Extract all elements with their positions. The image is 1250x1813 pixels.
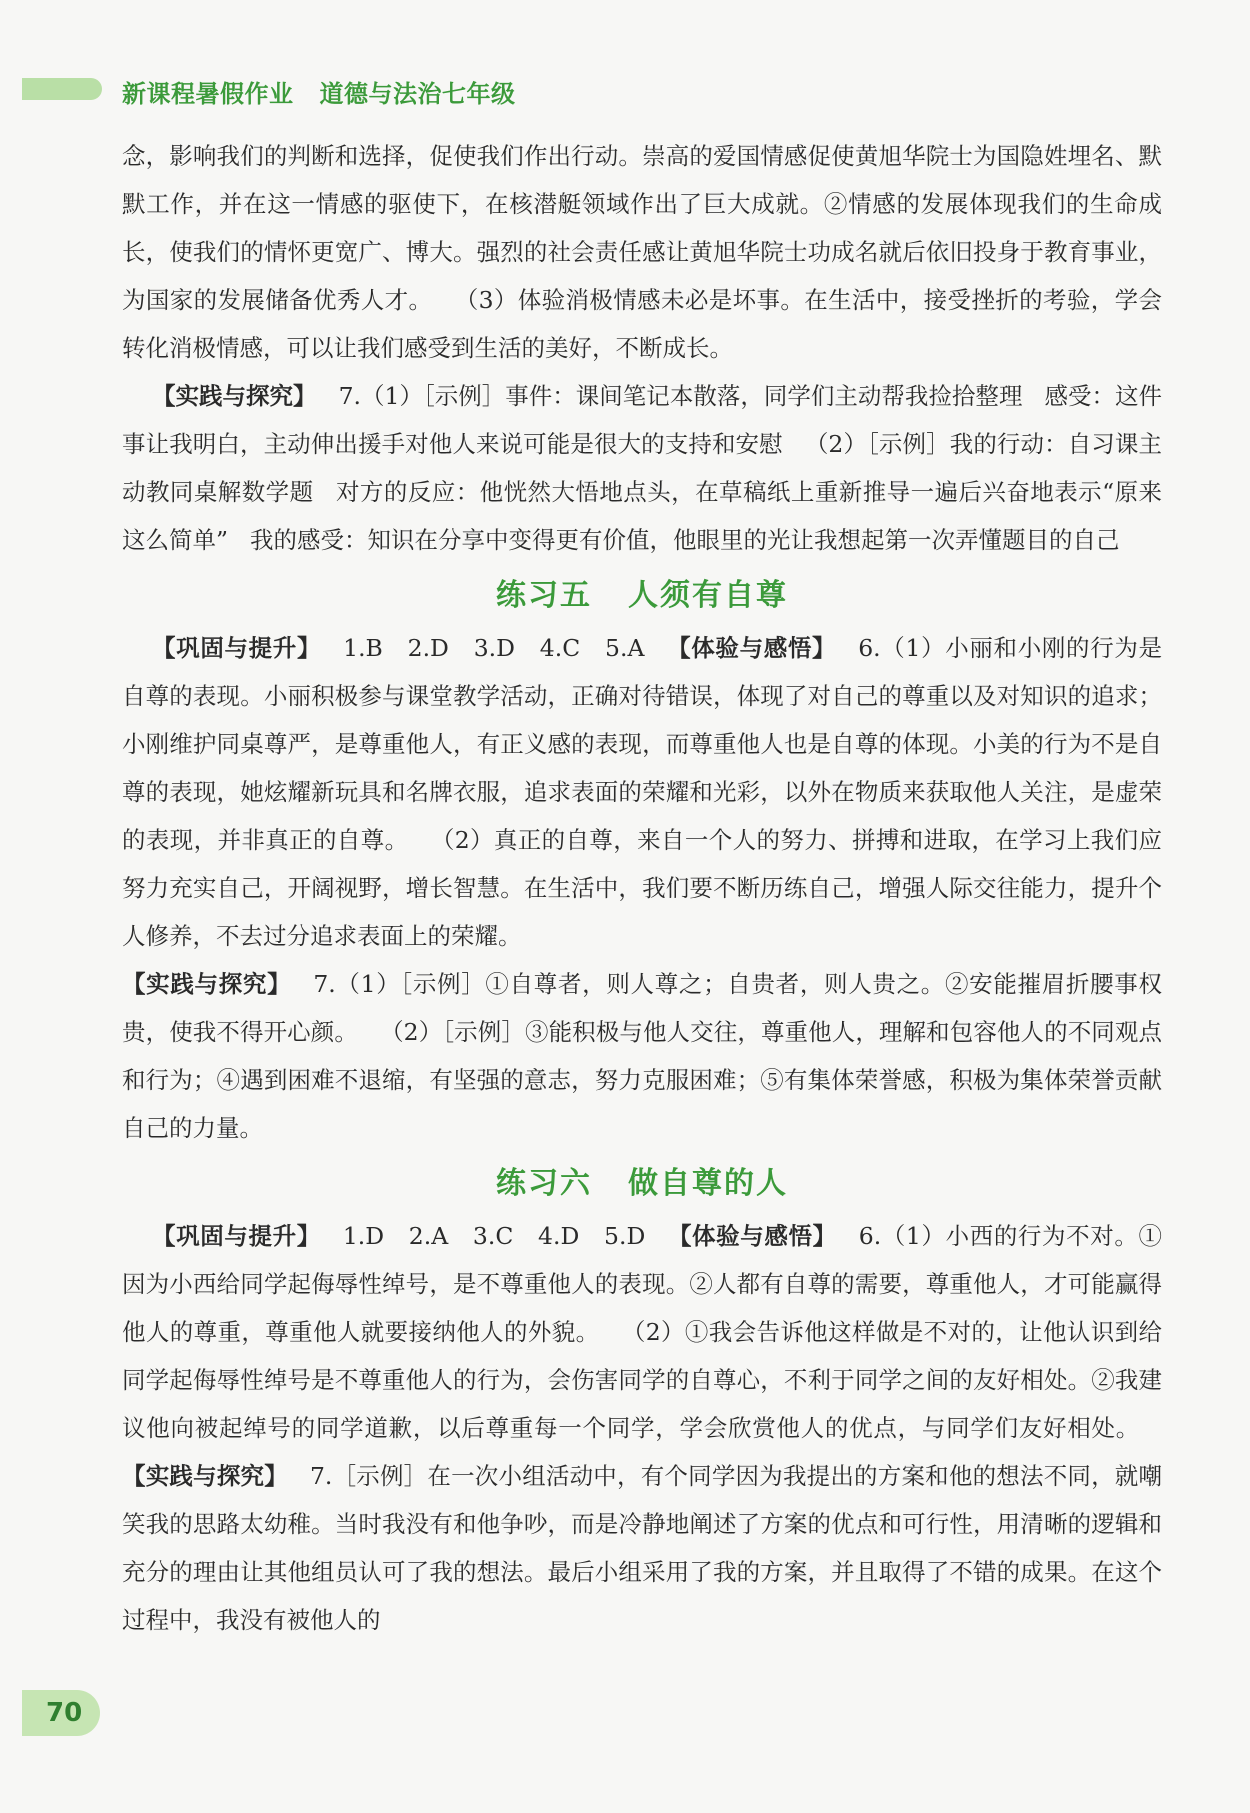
section-title-6: 练习六 做自尊的人 <box>496 1166 788 1201</box>
section6-paragraph: 【巩固与提升】 1.D 2.A 3.C 4.D 5.D 【体验与感悟】 6.（1）小西的行为不对。①因为小西给同学起侮辱性绰号，是不尊重他人的表现。②人都有自尊的需要，尊重他人，才可能赢得他人的尊重，尊重他人就要接纳他人的外貌。 （2）①我会告诉他这样做是不对的，让他认识到给同学起侮辱性绰号是不尊重他人的行为，会伤害同学的自尊心，不利于同学之间的友好相处。②我建议他向被起绰号的同学道歉，以后尊重每一个同学，学会欣赏他人的优点，与同学们友好相处。【实践与探究】 7.［示例］在一次小组活动中，有个同学因为我提出的方案和他的想法不同，就嘲笑我的思路太幼稚。当时我没有和他争吵，而是冷静地阐述了方案的优点和可行性，用清晰的逻辑和充分的理由让其他组员认可了我的想法。最后小组采用了我的方案，并且取得了不错的成果。在这个过程中，我没有被他人的 <box>122 1222 1163 1634</box>
practice-label: 【实践与探究】 <box>122 970 292 998</box>
book-subject: 道德与法治七年级 <box>319 80 516 108</box>
practice-label: 【实践与探究】 <box>152 382 317 410</box>
experience-label: 【体验与感悟】 <box>666 634 837 662</box>
section5-practice-paragraph: 【实践与探究】 7.（1）［示例］①自尊者，则人尊之；自贵者，则人贵之。②安能摧眉折腰事权贵，使我不得开心颜。 （2）［示例］③能积极与他人交往，尊重他人，理解和包容他人的不同观点和行为；④遇到困难不退缩，有坚强的意志，努力克服困难；⑤有集体荣誉感，积极为集体荣誉贡献自己的力量。 <box>122 970 1163 1142</box>
book-series: 新课程暑假作业 <box>122 80 294 108</box>
page-number: 70 <box>46 1698 83 1728</box>
answer-content <box>122 132 1162 1644</box>
running-header <box>122 74 516 109</box>
header-color-band <box>22 78 102 100</box>
practice-paragraph: 【实践与探究】 7.（1）［示例］事件：课间笔记本散落，同学们主动帮我捡拾整理 感受：这件事让我明白，主动伸出援手对他人来说可能是很大的支持和安慰 （2）［示例］我的行动：自习课主动教同桌解数学题 对方的反应：他恍然大悟地点头，在草稿纸上重新推导一遍后兴奋地表示“原来这么简单” 我的感受：知识在分享中变得更有价值，他眼里的光让我想起第一次弄懂题目的自己 <box>122 382 1163 554</box>
practice-label: 【实践与探究】 <box>122 1462 288 1490</box>
consolidate-label: 【巩固与提升】 <box>152 1222 321 1250</box>
choice-answers: 1.D 2.A 3.C 4.D 5.D <box>342 1222 646 1250</box>
section5-consolidate-paragraph: 【巩固与提升】 1.B 2.D 3.D 4.C 5.A 【体验与感悟】 6.（1）小丽和小刚的行为是自尊的表现。小丽积极参与课堂教学活动，正确对待错误，体现了对自己的尊重以及对知识的追求；小刚维护同桌尊严，是尊重他人，有正义感的表现，而尊重他人也是自尊的体现。小美的行为不是自尊的表现，她炫耀新玩具和名牌衣服，追求表面的荣耀和光彩，以外在物质来获取他人关注，是虚荣的表现，并非真正的自尊。 （2）真正的自尊，来自一个人的努力、拼搏和进取，在学习上我们应努力充实自己，开阔视野，增长智慧。在生活中，我们要不断历练自己，增强人际交往能力，提升个人修养，不去过分追求表面上的荣耀。 <box>122 634 1163 950</box>
consolidate-label: 【巩固与提升】 <box>152 634 322 662</box>
experience-label: 【体验与感悟】 <box>667 1222 837 1250</box>
choice-answers: 1.B 2.D 3.D 4.C 5.A <box>343 634 645 662</box>
continued-paragraph: 念，影响我们的判断和选择，促使我们作出行动。崇高的爱国情感促使黄旭华院士为国隐姓埋名、默默工作，并在这一情感的驱使下，在核潜艇领域作出了巨大成就。②情感的发展体现我们的生命成长，使我们的情怀更宽广、博大。强烈的社会责任感让黄旭华院士功成名就后依旧投身于教育事业，为国家的发展储备优秀人才。 （3）体验消极情感未必是坏事。在生活中，接受挫折的考验，学会转化消极情感，可以让我们感受到生活的美好，不断成长。 <box>122 142 1163 362</box>
section-title-5: 练习五 人须有自尊 <box>496 578 788 613</box>
